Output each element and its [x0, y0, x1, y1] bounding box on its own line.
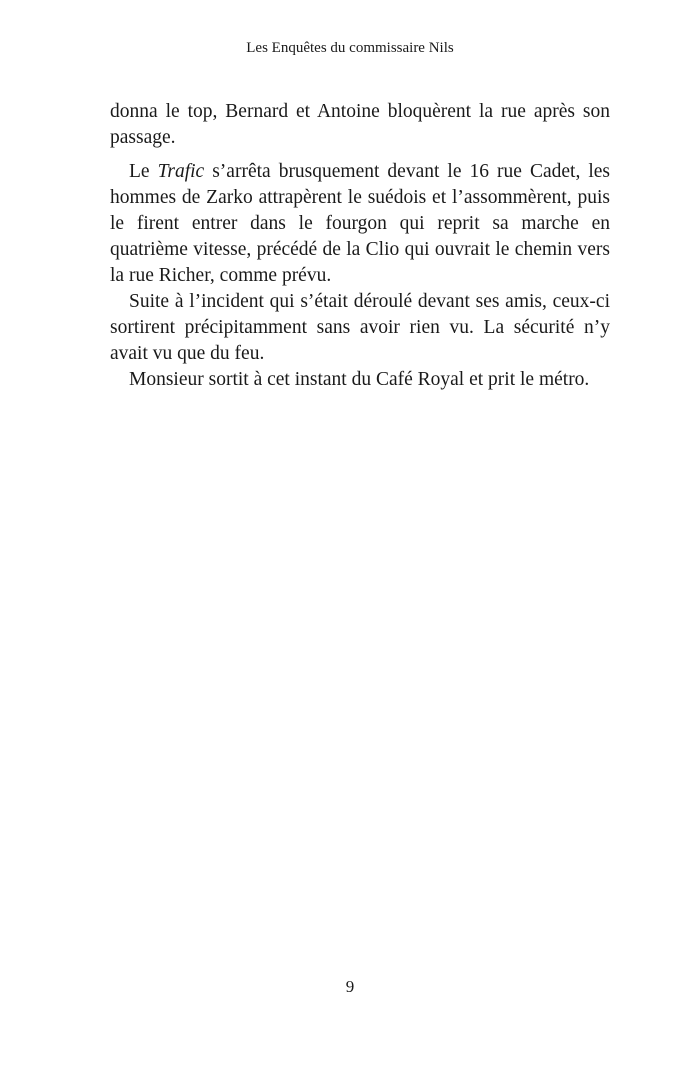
running-header: Les Enquêtes du commissaire Nils [246, 40, 454, 56]
paragraph-2-lead: Le [129, 161, 158, 182]
paragraph-2-italic: Trafic [157, 161, 205, 182]
paragraph-3: Suite à l’incident qui s’était déroulé devant ses amis, ceux-ci sortirent précipitamment sans avoir rien vu. La sécurité n’y avait vu que du feu. [110, 291, 610, 364]
page-number: 9 [345, 977, 355, 996]
paragraph-4: Monsieur sortit à cet instant du Café Royal et prit le métro. [129, 369, 590, 390]
paragraph-1: donna le top, Bernard et Antoine bloquèrent la rue après son passage. [110, 101, 610, 148]
body-text [110, 99, 610, 393]
paragraph-2-rest: s’arrêta brusquement devant le 16 rue Cadet, les hommes de Zarko attrapèrent le suédois et l’assommèrent, puis le firent entrer dans le fourgon qui reprit sa marche en quatrième vitesse, précédé de la Clio qui ouvrait le chemin vers la rue Richer, comme prévu. [110, 161, 610, 286]
paragraph-2 [110, 159, 610, 289]
